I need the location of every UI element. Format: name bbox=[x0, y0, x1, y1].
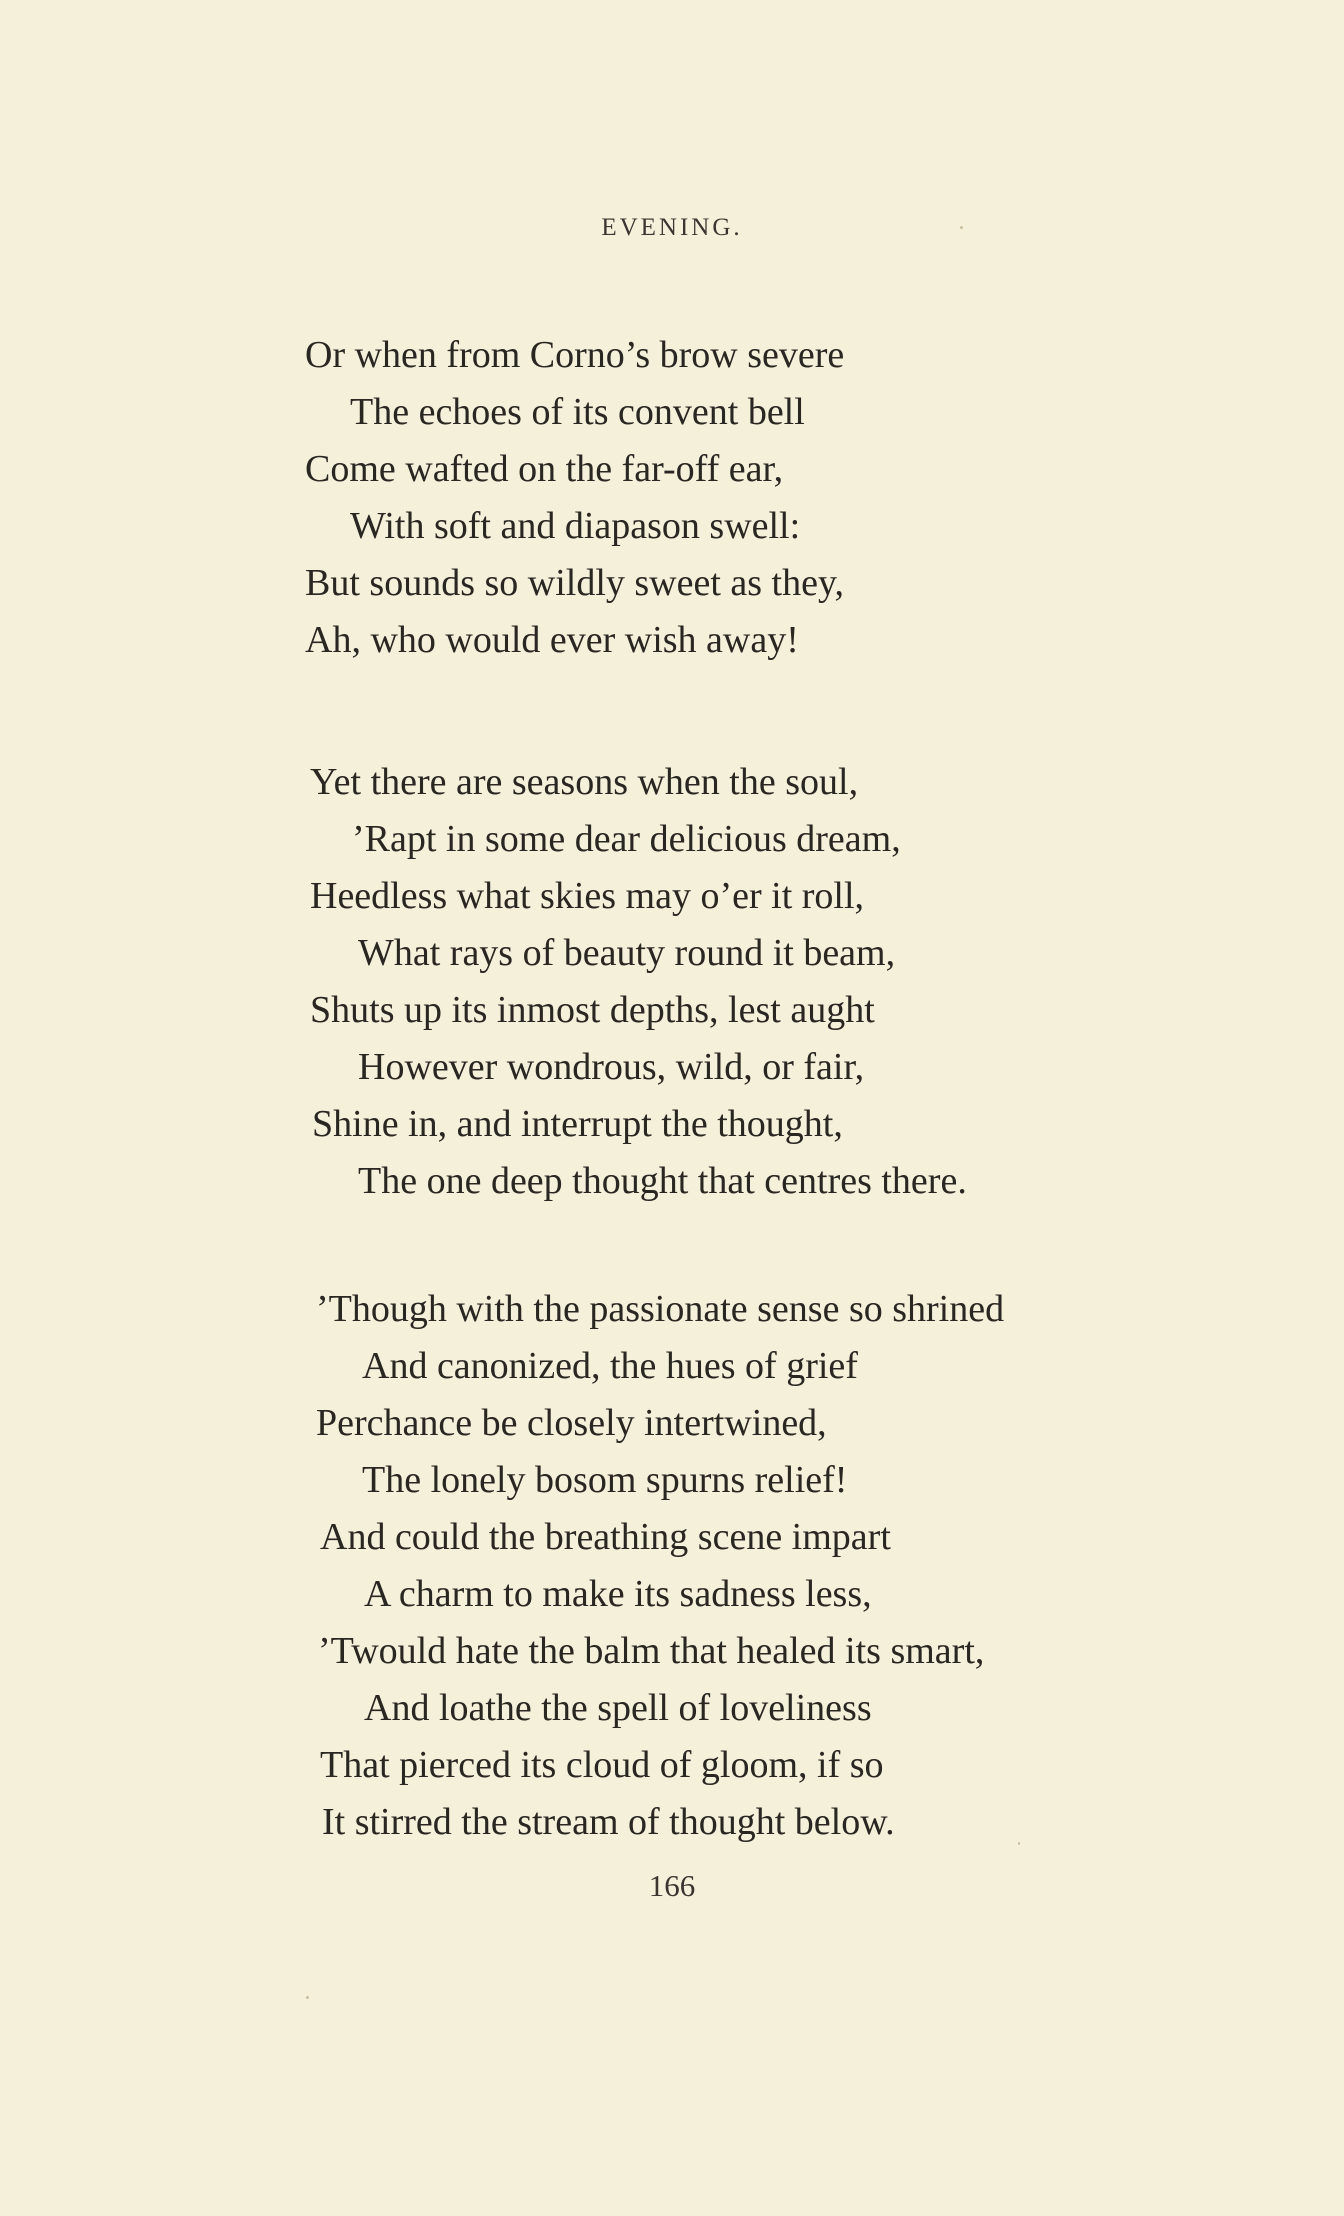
verse-line: However wondrous, wild, or fair, bbox=[358, 1046, 865, 1088]
verse-line: A charm to make its sadness less, bbox=[364, 1573, 872, 1615]
verse-line: ’Though with the passionate sense so shrined bbox=[316, 1288, 1005, 1330]
running-head: EVENING. bbox=[601, 214, 743, 241]
verse-line: Shuts up its inmost depths, lest aught bbox=[310, 989, 875, 1031]
verse-line: That pierced its cloud of gloom, if so bbox=[320, 1744, 884, 1786]
paper-speck bbox=[960, 226, 963, 229]
verse-line: Shine in, and interrupt the thought, bbox=[312, 1103, 843, 1145]
verse-line: And canonized, the hues of grief bbox=[362, 1345, 858, 1387]
verse-line: Heedless what skies may o’er it roll, bbox=[310, 875, 865, 917]
verse-line: But sounds so wildly sweet as they, bbox=[305, 562, 845, 604]
paper-speck bbox=[306, 1996, 309, 1999]
verse-line: ’Rapt in some dear delicious dream, bbox=[352, 818, 901, 860]
page-number: 166 bbox=[648, 1868, 696, 1903]
verse-line: It stirred the stream of thought below. bbox=[322, 1801, 895, 1843]
verse-line: And loathe the spell of loveliness bbox=[364, 1687, 872, 1729]
verse-line: And could the breathing scene impart bbox=[320, 1516, 891, 1558]
verse-line: Come wafted on the far-off ear, bbox=[305, 448, 784, 490]
verse-line: The lonely bosom spurns relief! bbox=[362, 1459, 848, 1501]
verse-line: ’Twould hate the balm that healed its smart, bbox=[318, 1630, 985, 1672]
verse-line: Ah, who would ever wish away! bbox=[305, 619, 799, 661]
verse-line: Or when from Corno’s brow severe bbox=[305, 334, 845, 376]
verse-line: Yet there are seasons when the soul, bbox=[310, 761, 859, 803]
verse-line: The one deep thought that centres there. bbox=[358, 1160, 967, 1202]
verse-line: With soft and diapason swell: bbox=[350, 505, 801, 547]
verse-line: Perchance be closely intertwined, bbox=[316, 1402, 827, 1444]
paper-speck bbox=[1018, 1842, 1020, 1845]
verse-line: The echoes of its convent bell bbox=[350, 391, 805, 433]
verse-line: What rays of beauty round it beam, bbox=[358, 932, 896, 974]
